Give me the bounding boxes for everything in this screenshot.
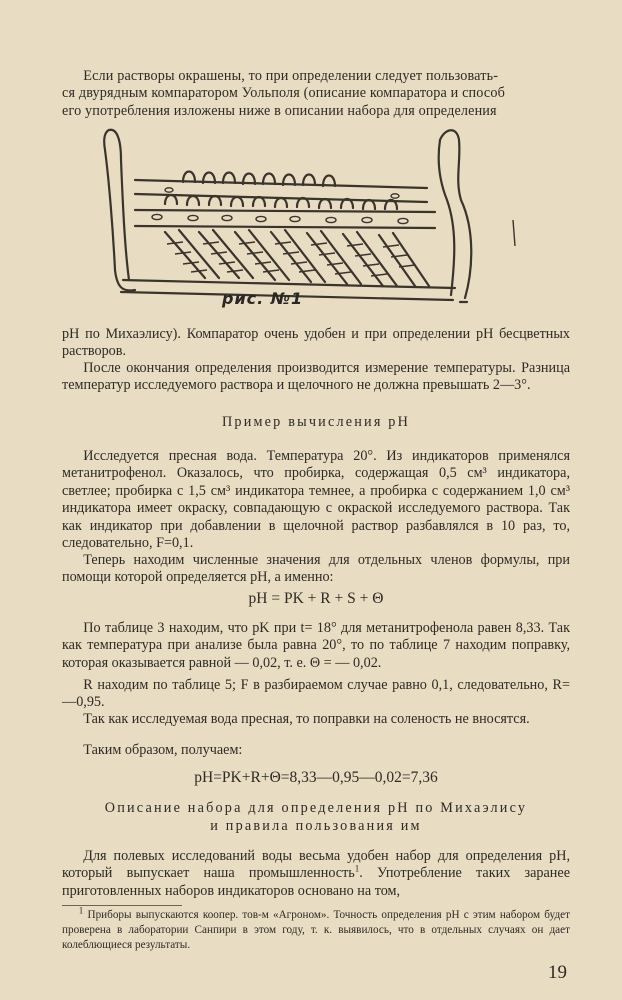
- page-number: 19: [548, 962, 567, 983]
- heading-example: Пример вычисления pH: [221, 414, 411, 430]
- middle-rail: [135, 210, 435, 212]
- paragraph-field-text-a: Для полевых исследований воды весьма удобен набор для определения pH, который выпускает наша промышленность: [62, 848, 570, 882]
- figure-caption: рис. №1: [222, 289, 304, 308]
- paragraph-field: [62, 848, 570, 900]
- paragraph-values: Теперь находим численные значения для отдельных членов формулы, при помощи которой определяется pH, а именно:: [62, 552, 570, 586]
- comparator-drawing: [95, 120, 525, 316]
- base-rail: [123, 280, 455, 288]
- formula-ph: pH = PK + R + S + Θ: [248, 590, 384, 607]
- paragraph-temperature: После окончания определения производится измерение температуры. Разница температур исследуемого раствора и щелочного не должна превышать 2—3°.: [62, 360, 570, 394]
- top-rail: [135, 180, 427, 188]
- paragraph-r: R находим по таблице 5; F в разбираемом случае равно 0,1, следовательно, R=—0,95.: [62, 677, 570, 711]
- footnote: [62, 905, 570, 953]
- intro-line-2: ся двурядным компаратором Уольполя (описание компаратора и способ: [62, 85, 505, 102]
- intro-line-1: Если растворы окрашены, то при определении следует пользовать-: [83, 68, 499, 84]
- paragraph-field-text-b: . Употребление таких заранее приготовленных наборов индикаторов основано на том,: [62, 865, 570, 899]
- paragraph-thus: Таким образом, получаем:: [83, 742, 243, 758]
- intro-paragraph: [62, 68, 570, 120]
- heading-description: [62, 799, 570, 835]
- footnote-text: Приборы выпускаются коопер. тов-м «Агроном». Точность определения pH с этим набором будет проверена в лаборатории Санпири в этом году, т. к. выявилось, что в отдельных случаях он дает колеблющиеся результаты.: [62, 909, 570, 951]
- intro-line-3: его употребления изложены ниже в описании набора для определения: [62, 102, 497, 119]
- footnote-mark: 1: [78, 905, 84, 916]
- heading-description-line-1: Описание набора для определения pH по Михаэлису: [104, 800, 528, 816]
- paragraph-continue: pH по Михаэлису). Компаратор очень удобен и при определении pH бесцветных растворов.: [62, 326, 570, 360]
- heading-description-line-2: и правила пользования им: [210, 818, 422, 834]
- paragraph-water: Исследуется пресная вода. Температура 20°. Из индикаторов применялся метанитрофенол. Оказалось, что пробирка, содержащая 0,5 см³ индикатора, светлее; пробирка с 1,5 см³ индикатора темнее, а пробирка с содержанием 1,0 см³ индикатора имеет окраску, совпадающую с окраской исследуемого раствора. Так как индикатор при добавлении в щелочной раствор разбавлялся в 10 раз, то, следовательно, F=0,1.: [62, 448, 570, 552]
- formula-ph-result: pH=PK+R+Θ=8,33—0,95—0,02=7,36: [194, 769, 438, 786]
- right-frame: [440, 130, 471, 298]
- paragraph-table3: По таблице 3 находим, что pK при t= 18° для метанитрофенола равен 8,33. Так как температура при анализе была равна 20°, то по таблице 7 находим поправку, которая оказывается равной — 0,02, т. е. Θ = — 0,02.: [62, 620, 570, 671]
- left-frame: [104, 130, 135, 290]
- footnote-reference: 1: [354, 863, 360, 874]
- tube-tops-row2: [165, 195, 397, 209]
- paragraph-fresh: Так как исследуемая вода пресная, то поправки на соленость не вносятся.: [83, 711, 530, 727]
